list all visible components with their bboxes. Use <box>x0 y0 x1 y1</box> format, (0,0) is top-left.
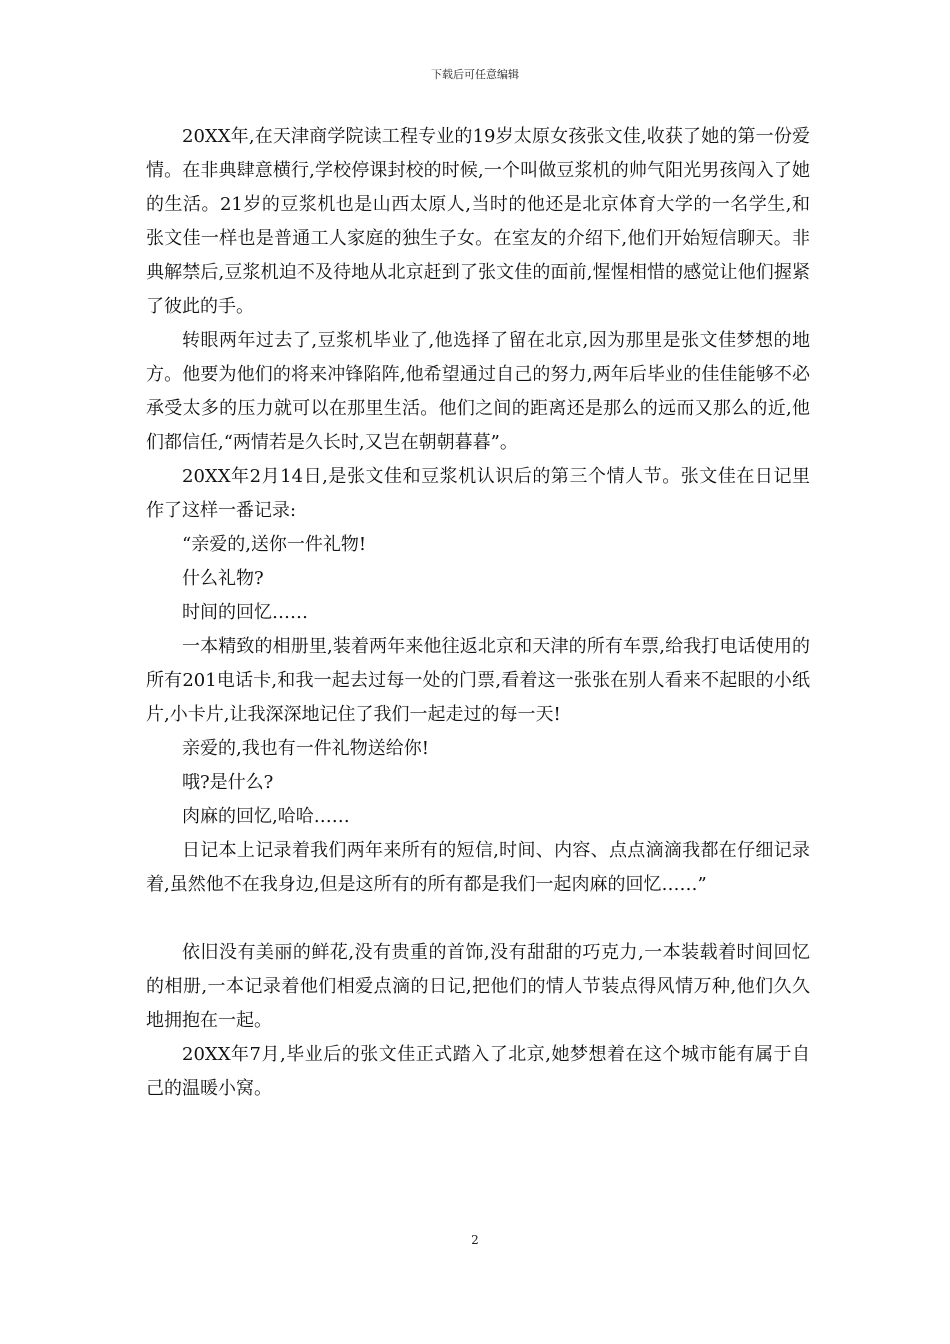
paragraph: 一本精致的相册里,装着两年来他往返北京和天津的所有车票,给我打电话使用的所有201电话卡,和我一起去过每一处的门票,看着这一张张在别人看来不起眼的小纸片,小卡片,让我深深地记住了我们一起走过的每一天! <box>146 636 810 725</box>
paragraph: 时间的回忆…… <box>182 602 308 623</box>
paragraph: 20XX年,在天津商学院读工程专业的19岁太原女孩张文佳,收获了她的第一份爱情。在非典肆意横行,学校停课封校的时候,一个叫做豆浆机的帅气阳光男孩闯入了她的生活。21岁的豆浆机也是山西太原人,当时的他还是北京体育大学的一名学生,和张文佳一样也是普通工人家庭的独生子女。在室友的介绍下,他们开始短信聊天。非典解禁后,豆浆机迫不及待地从北京赶到了张文佳的面前,惺惺相惜的感觉让他们握紧了彼此的手。 <box>146 126 810 317</box>
paragraph: 肉麻的回忆,哈哈…… <box>182 806 350 827</box>
document-body <box>146 120 810 1106</box>
paragraph: 转眼两年过去了,豆浆机毕业了,他选择了留在北京,因为那里是张文佳梦想的地方。他要为他们的将来冲锋陷阵,他希望通过自己的努力,两年后毕业的佳佳能够不必承受太多的压力就可以在那里生活。他们之间的距离还是那么的远而又那么的近,他们都信任,“两情若是久长时,又岂在朝朝暮暮”。 <box>146 330 810 453</box>
paragraph: 亲爱的,我也有一件礼物送给你! <box>182 738 429 759</box>
paragraph: 20XX年2月14日,是张文佳和豆浆机认识后的第三个情人节。张文佳在日记里作了这样一番记录: <box>146 466 810 521</box>
paragraph: “亲爱的,送你一件礼物! <box>182 534 367 555</box>
paragraph: 依旧没有美丽的鲜花,没有贵重的首饰,没有甜甜的巧克力,一本装载着时间回忆的相册,一本记录着他们相爱点滴的日记,把他们的情人节装点得风情万种,他们久久地拥抱在一起。 <box>146 942 810 1031</box>
page-header: 下载后可任意编辑 <box>431 68 519 81</box>
page-number: 2 <box>471 1233 479 1247</box>
paragraph: 哦?是什么? <box>182 772 274 793</box>
paragraph: 20XX年7月,毕业后的张文佳正式踏入了北京,她梦想着在这个城市能有属于自己的温暖小窝。 <box>146 1044 810 1099</box>
paragraph: 什么礼物? <box>182 568 264 589</box>
paragraph: 日记本上记录着我们两年来所有的短信,时间、内容、点点滴滴我都在仔细记录着,虽然他不在我身边,但是这所有的所有都是我们一起肉麻的回忆……” <box>146 840 810 895</box>
